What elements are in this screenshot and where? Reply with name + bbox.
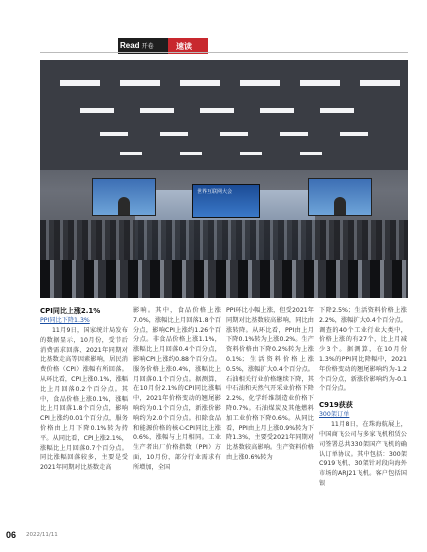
text-column-4 xyxy=(319,306,407,489)
main-screen-title: 世界互联网大会 xyxy=(197,189,233,195)
text-column-3 xyxy=(226,306,314,463)
article-title: CPI同比上涨2.1% xyxy=(40,307,101,315)
article-subtitle: 300架订单 xyxy=(319,411,350,419)
article-title: C919获获 xyxy=(319,401,353,410)
article-subtitle: PPI同比下降1.3% xyxy=(40,317,90,324)
page-number: 06 xyxy=(6,530,17,540)
article-body: 影响。其中，食品价格上涨7.0%，涨幅比上月回落1.8个百分点，影响CPI上涨约1.26个百分点。非食品价格上涨1.1%，涨幅比上月回落0.4个百分点，影响CPI上涨约0.88个百分点。服务价格上涨0.4%，涨幅比上月回落0.1个百分点。据测算，在10月份2.1%的CPI同比涨幅中，2021年价格变动的翘尾影响约为0.1个百分点，新涨价影响约为2.0个百分点。扣除食品和能源价格的核心CPI同比上涨0.6%，涨幅与上月相同。工业生产者出厂价格指数（PPI）方面，10月份，部分行业需求有所增加，全国 xyxy=(133,307,221,471)
text-column-2 xyxy=(133,306,221,473)
text-column-1 xyxy=(40,306,128,473)
section-title: 速读 xyxy=(176,42,192,51)
article-body: 下降2.5%；生活资料价格上涨2.2%，涨幅扩大0.4个百分点。调查的40个工业行业大类中，价格上涨的有27个，比上月减少3个。据测算，在10月份1.3%的PPI同比降幅中，2021年价格变动的翘尾影响约为-1.2个百分点，新涨价影响约为-0.1个百分点。 xyxy=(319,307,407,393)
column-label xyxy=(120,41,154,50)
conference-photo xyxy=(40,60,408,298)
right-screen xyxy=(308,178,372,216)
article-body: 11月8日，在珠海航展上，中国商飞公司与多家飞机租赁公司签署总共330架国产飞机的确认订单协议。其中包括：300架C919飞机、30架针对段向海外市场的ARJ21飞机。客户包括国银 xyxy=(319,421,407,487)
ceiling-lights xyxy=(40,60,408,170)
article-body: 11月9日，国家统计局发布的数据显示，10月份，受节后消费需求回落、2021年同期对比基数走高等因素影响，居民消费价格（CPI）涨幅有所回落。从环比看，CPI上涨0.1%，涨幅比上月回落0.2个百分点。其中，食品价格上涨0.1%，涨幅比上月回落1.8个百分点，影响CPI上涨约0.01个百分点，服务价格由上月下降0.1%转为持平。从同比看，CPI上涨2.1%，涨幅比上月回落0.7个百分点。同比涨幅回落较多，主要是受2021年同期对比基数走高 xyxy=(40,327,128,472)
read-cn-label: 开卷 xyxy=(141,44,154,50)
header-divider xyxy=(40,52,408,53)
speaker-figure xyxy=(334,197,346,215)
speaker-figure xyxy=(118,197,130,215)
left-screen xyxy=(92,178,156,216)
audience-front-rows xyxy=(40,260,408,298)
issue-date: 2022/11/11 xyxy=(26,532,58,538)
read-label: Read xyxy=(120,41,140,50)
article-body: PPI环比小幅上涨，但受2021年同期对比基数较高影响，同比由涨转降。从环比看，PPI由上月下降0.1%转为上涨0.2%。生产资料价格由下降0.2%转为上涨0.1%；生活资料价格上涨0.5%，涨幅扩大0.4个百分点。石油相关行业价格继续下降，其中石油和天然气开采业价格下降2.2%，化学纤维制造业价格下降0.7%。石油煤炭及其他燃料加工业价格下降0.6%。从同比看，PPI由上月上涨0.9%转为下降1.3%，主要受2021年同期对比基数较高影响。生产资料价格由上涨0.6%转为 xyxy=(226,307,314,461)
main-screen xyxy=(192,184,260,218)
